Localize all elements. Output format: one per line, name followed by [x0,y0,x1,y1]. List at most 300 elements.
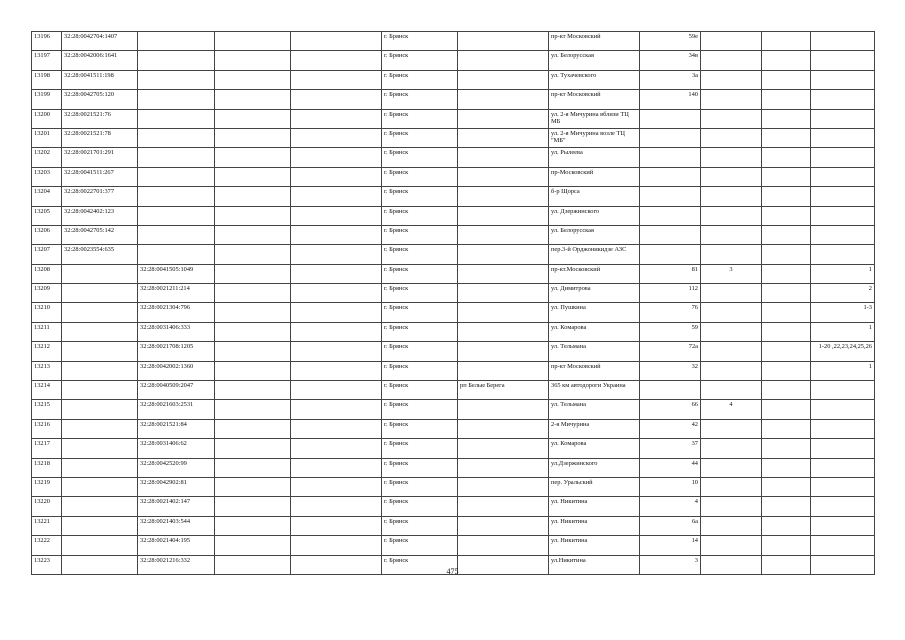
table-row [32,32,875,51]
cell-record-number: 13205 [32,206,62,225]
cell-cadastral-number [62,284,138,303]
cell-empty [762,70,811,89]
cell-record-number: 13220 [32,497,62,516]
cell-district [458,400,549,419]
cell-empty [215,516,291,535]
cell-empty [215,51,291,70]
cell-premises [811,128,875,147]
cell-record-number: 13211 [32,322,62,341]
cell-house [640,225,701,244]
cell-building [701,32,762,51]
cell-empty [291,245,382,264]
cell-cadastral-number-2: 32:28:0040509:2047 [138,381,215,400]
cell-cadastral-number-2: 32:28:0042002:1360 [138,361,215,380]
cell-cadastral-number-2: 32:28:0021211:214 [138,284,215,303]
cell-empty [291,284,382,303]
cell-empty [291,477,382,496]
cell-house: 81 [640,264,701,283]
cell-record-number: 13207 [32,245,62,264]
cell-cadastral-number-2 [138,109,215,128]
table-row [32,419,875,438]
cell-empty [762,536,811,555]
cell-district [458,128,549,147]
cell-building [701,361,762,380]
cell-district [458,497,549,516]
cell-city: г. Брянск [382,439,458,458]
cell-house: 66 [640,400,701,419]
cell-city: г. Брянск [382,51,458,70]
cell-building [701,477,762,496]
cell-empty [762,322,811,341]
cell-cadastral-number-2 [138,51,215,70]
cell-city: г. Брянск [382,109,458,128]
cell-building [701,303,762,322]
table-row [32,148,875,167]
cell-house: 34в [640,51,701,70]
cell-premises [811,439,875,458]
cell-building [701,536,762,555]
cell-empty [215,400,291,419]
cell-record-number: 13222 [32,536,62,555]
cell-cadastral-number-2: 32:28:0031406:333 [138,322,215,341]
cell-cadastral-number: 32:28:0041511:198 [62,70,138,89]
table-row [32,245,875,264]
table-row [32,342,875,361]
cell-premises [811,70,875,89]
table-row [32,90,875,109]
cell-empty [762,264,811,283]
cell-cadastral-number [62,361,138,380]
cell-street: ул. Димитрова [549,284,640,303]
cell-building [701,90,762,109]
cell-empty [291,303,382,322]
cell-empty [215,419,291,438]
cell-premises [811,458,875,477]
cell-district [458,245,549,264]
cell-premises [811,51,875,70]
cell-building [701,206,762,225]
table-row [32,187,875,206]
cell-cadastral-number [62,264,138,283]
cell-empty [215,206,291,225]
cell-cadastral-number [62,477,138,496]
cell-empty [291,381,382,400]
cell-empty [762,284,811,303]
cell-cadastral-number: 32:28:0022701:377 [62,187,138,206]
cell-city: г. Брянск [382,400,458,419]
cell-cadastral-number-2 [138,225,215,244]
cell-premises [811,497,875,516]
cell-city: г. Брянск [382,264,458,283]
cell-empty [215,477,291,496]
table-row [32,51,875,70]
cell-house: 3 [640,555,701,574]
registry-table-body [32,32,875,575]
cell-empty [291,206,382,225]
table-row [32,516,875,535]
table-row [32,458,875,477]
cell-cadastral-number-2 [138,187,215,206]
cell-premises [811,206,875,225]
cell-record-number: 13210 [32,303,62,322]
cell-house: 140 [640,90,701,109]
cell-record-number: 13213 [32,361,62,380]
cell-empty [762,245,811,264]
table-row [32,536,875,555]
cell-empty [215,322,291,341]
cell-city: г. Брянск [382,70,458,89]
cell-street: ул. Тухачевского [549,70,640,89]
cell-building [701,128,762,147]
cell-house [640,381,701,400]
cell-empty [762,477,811,496]
cell-empty [762,303,811,322]
cell-cadastral-number [62,303,138,322]
cell-street: ул.Никитина [549,555,640,574]
cell-premises [811,419,875,438]
cell-empty [215,439,291,458]
cell-district [458,477,549,496]
cell-empty [762,439,811,458]
cell-district [458,419,549,438]
cell-district [458,361,549,380]
cell-street: ул. Комарова [549,439,640,458]
cell-city: г. Брянск [382,497,458,516]
cell-district [458,303,549,322]
cell-street: ул. Никитина [549,497,640,516]
cell-street: пр-кт Московский [549,32,640,51]
cell-city: г. Брянск [382,32,458,51]
cell-house [640,187,701,206]
cell-street: пр-Московский [549,167,640,186]
cell-empty [291,90,382,109]
cell-empty [762,400,811,419]
cell-cadastral-number-2 [138,206,215,225]
cell-empty [215,381,291,400]
cell-premises [811,32,875,51]
cell-premises [811,381,875,400]
cell-record-number: 13221 [32,516,62,535]
page-number: 475 [446,567,459,576]
cell-district [458,439,549,458]
cell-empty [291,342,382,361]
cell-building [701,381,762,400]
cell-house: 112 [640,284,701,303]
cell-district [458,284,549,303]
cell-empty [215,32,291,51]
cell-empty [215,167,291,186]
cell-empty [215,245,291,264]
cell-record-number: 13198 [32,70,62,89]
cell-premises [811,225,875,244]
cell-building [701,187,762,206]
cell-city: г. Брянск [382,516,458,535]
cell-cadastral-number-2: 32:28:0021404:195 [138,536,215,555]
cell-empty [762,128,811,147]
cell-street: ул. Никитина [549,536,640,555]
cell-record-number: 13214 [32,381,62,400]
cell-record-number: 13223 [32,555,62,574]
cell-building [701,284,762,303]
cell-empty [215,187,291,206]
table-row [32,439,875,458]
cell-cadastral-number-2: 32:28:0042902:81 [138,477,215,496]
cell-house: 76 [640,303,701,322]
cell-record-number: 13219 [32,477,62,496]
table-row [32,264,875,283]
table-row [32,225,875,244]
table-row [32,497,875,516]
cell-record-number: 13197 [32,51,62,70]
cell-district [458,516,549,535]
cell-empty [762,109,811,128]
cell-empty [762,516,811,535]
cell-district [458,458,549,477]
cell-city: г. Брянск [382,90,458,109]
cell-district [458,148,549,167]
cell-house: 4 [640,497,701,516]
cell-cadastral-number [62,342,138,361]
cell-empty [215,284,291,303]
cell-house: 3а [640,70,701,89]
cell-record-number: 13215 [32,400,62,419]
cell-cadastral-number: 32:28:0021521:76 [62,109,138,128]
cell-empty [291,225,382,244]
cell-empty [291,536,382,555]
cell-city: г. Брянск [382,419,458,438]
cell-house [640,148,701,167]
table-row [32,70,875,89]
cell-premises [811,167,875,186]
cell-cadastral-number: 32:28:0042704:1407 [62,32,138,51]
cell-street: ул. Тельмана [549,342,640,361]
cell-city: г. Брянск [382,536,458,555]
cell-cadastral-number [62,322,138,341]
cell-cadastral-number [62,497,138,516]
cell-city: г. Брянск [382,381,458,400]
table-row [32,284,875,303]
cell-house [640,109,701,128]
cell-premises [811,148,875,167]
cell-street: ул. Белорусская [549,51,640,70]
cell-record-number: 13206 [32,225,62,244]
cell-district [458,342,549,361]
cell-premises [811,516,875,535]
cell-premises [811,109,875,128]
cell-house: 10 [640,477,701,496]
cell-empty [215,148,291,167]
cell-city: г. Брянск [382,322,458,341]
cell-building [701,148,762,167]
cell-cadastral-number-2: 32:28:0041505:1049 [138,264,215,283]
cell-cadastral-number-2: 32:28:0031406:62 [138,439,215,458]
table-row [32,361,875,380]
cell-cadastral-number [62,516,138,535]
cell-street: б-р Щорса [549,187,640,206]
cell-house: 72а [640,342,701,361]
cell-cadastral-number: 32:28:0021701:291 [62,148,138,167]
cell-street: 2-я Мичурина [549,419,640,438]
cell-record-number: 13196 [32,32,62,51]
cell-street: пер.3-й Орджоникидзе АЗС [549,245,640,264]
cell-empty [215,70,291,89]
cell-cadastral-number-2: 32:28:0021603:2531 [138,400,215,419]
cell-cadastral-number-2: 32:28:0021521:84 [138,419,215,438]
cell-record-number: 13200 [32,109,62,128]
cell-street: пер. Уральский [549,477,640,496]
cell-cadastral-number: 32:28:0042006:1641 [62,51,138,70]
cell-city: г. Брянск [382,187,458,206]
cell-empty [291,187,382,206]
table-row [32,477,875,496]
cell-street: ул. 2-я Мичурина возле ТЦ "МБ" [549,128,640,147]
cell-empty [291,400,382,419]
cell-empty [291,70,382,89]
cell-empty [215,303,291,322]
cell-street: ул. Белорусская [549,225,640,244]
cell-street: ул. 2-я Мичурина вблизи ТЦ МБ [549,109,640,128]
cell-empty [291,148,382,167]
cell-building [701,51,762,70]
cell-cadastral-number [62,419,138,438]
cell-empty [291,32,382,51]
cell-cadastral-number-2: 32:28:0021402:147 [138,497,215,516]
cell-house: 32 [640,361,701,380]
cell-district [458,206,549,225]
cell-record-number: 13209 [32,284,62,303]
registry-table [31,31,875,575]
cell-premises: 1 [811,361,875,380]
cell-street: пр-кт.Московский [549,264,640,283]
cell-building [701,516,762,535]
cell-building [701,419,762,438]
cell-empty [291,264,382,283]
cell-street: ул. Дзержинского [549,206,640,225]
cell-city: г. Брянск [382,284,458,303]
cell-cadastral-number-2 [138,245,215,264]
cell-empty [291,51,382,70]
cell-district [458,187,549,206]
cell-premises [811,400,875,419]
cell-building [701,109,762,128]
cell-empty [762,419,811,438]
cell-cadastral-number [62,400,138,419]
cell-cadastral-number: 32:28:0042705:142 [62,225,138,244]
cell-building [701,342,762,361]
cell-house [640,206,701,225]
cell-city: г. Брянск [382,458,458,477]
cell-cadastral-number-2: 32:28:0021304:796 [138,303,215,322]
cell-district [458,264,549,283]
cell-premises [811,187,875,206]
cell-city: г. Брянск [382,206,458,225]
cell-cadastral-number-2 [138,32,215,51]
cell-empty [291,419,382,438]
cell-empty [215,342,291,361]
cell-record-number: 13217 [32,439,62,458]
cell-premises [811,90,875,109]
cell-premises: 2 [811,284,875,303]
cell-house: 14 [640,536,701,555]
cell-cadastral-number-2: 32:28:0021403:544 [138,516,215,535]
cell-empty [762,32,811,51]
cell-district: рп Белые Берега [458,381,549,400]
cell-cadastral-number-2 [138,128,215,147]
cell-city: г. Брянск [382,342,458,361]
cell-street: ул. Рылеева [549,148,640,167]
cell-house: 44 [640,458,701,477]
table-row [32,128,875,147]
cell-cadastral-number [62,439,138,458]
cell-cadastral-number: 32:28:0042402:123 [62,206,138,225]
cell-premises: 1 [811,322,875,341]
cell-city: г. Брянск [382,148,458,167]
cell-house: 6а [640,516,701,535]
cell-cadastral-number-2: 32:28:0021708:1205 [138,342,215,361]
cell-empty [215,361,291,380]
cell-house: 59е [640,32,701,51]
cell-empty [291,322,382,341]
cell-building: 3 [701,264,762,283]
cell-record-number: 13208 [32,264,62,283]
cell-empty [762,187,811,206]
cell-premises [811,245,875,264]
cell-empty [215,90,291,109]
cell-premises: 1-20 ,22,23,24,25,26 [811,342,875,361]
cell-house: 42 [640,419,701,438]
cell-cadastral-number-2 [138,167,215,186]
cell-empty [291,167,382,186]
cell-building [701,70,762,89]
cell-cadastral-number-2: 32:28:0042520:99 [138,458,215,477]
cell-empty [762,497,811,516]
cell-house: 59 [640,322,701,341]
cell-district [458,536,549,555]
cell-record-number: 13199 [32,90,62,109]
cell-empty [762,342,811,361]
cell-empty [215,128,291,147]
table-row [32,109,875,128]
cell-empty [762,225,811,244]
cell-record-number: 13204 [32,187,62,206]
cell-street: ул. Пушкина [549,303,640,322]
cell-building [701,245,762,264]
cell-record-number: 13202 [32,148,62,167]
cell-premises: 1-3 [811,303,875,322]
cell-street: ул. Комарова [549,322,640,341]
cell-city: г. Брянск [382,245,458,264]
cell-street: пр-кт Московский [549,90,640,109]
cell-record-number: 13203 [32,167,62,186]
cell-cadastral-number: 32:28:0021521:78 [62,128,138,147]
cell-premises: 1 [811,264,875,283]
cell-empty [291,361,382,380]
cell-empty [762,206,811,225]
cell-empty [762,90,811,109]
table-row [32,206,875,225]
cell-cadastral-number: 32:28:0023554:635 [62,245,138,264]
cell-street: ул.Дзержинского [549,458,640,477]
cell-empty [215,264,291,283]
cell-cadastral-number: 32:28:0041511:267 [62,167,138,186]
cell-district [458,51,549,70]
cell-district [458,225,549,244]
cell-empty [291,109,382,128]
cell-premises [811,536,875,555]
cell-empty [215,497,291,516]
cell-empty [215,109,291,128]
cell-empty [215,458,291,477]
